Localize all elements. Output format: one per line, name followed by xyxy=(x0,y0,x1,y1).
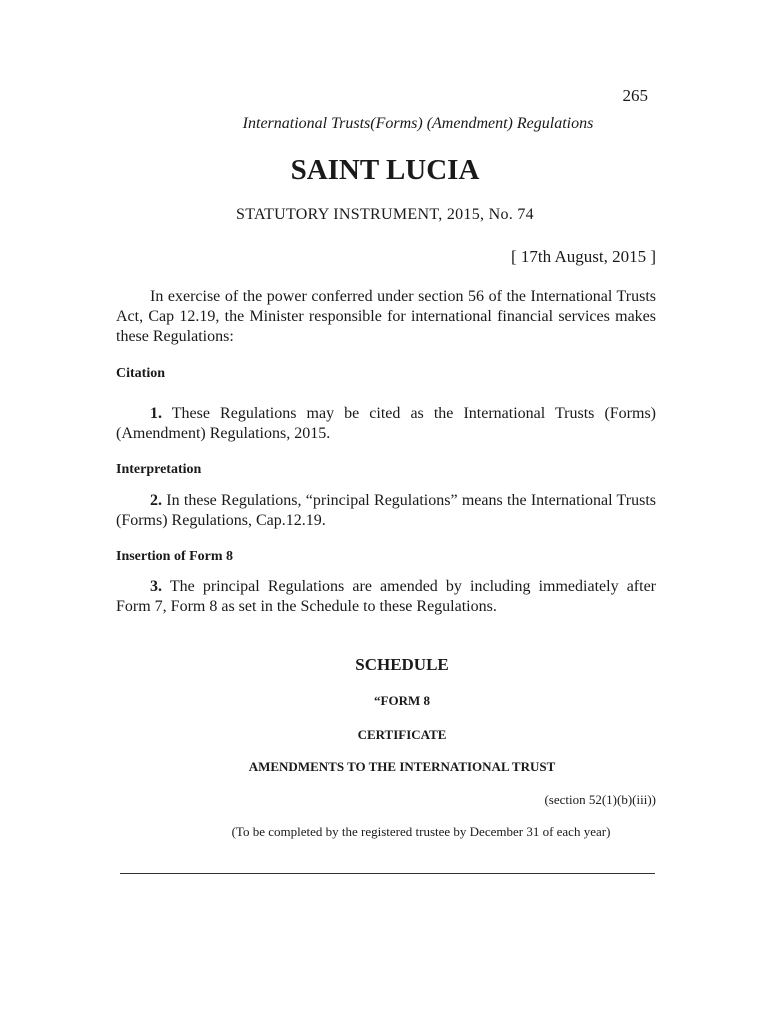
preamble: In exercise of the power conferred under section 56 of the International Trusts Act, Cap 12.19, the Minister responsible for international financial services makes these Regulations: xyxy=(116,288,656,345)
section-heading-interpretation: Interpretation xyxy=(116,462,202,477)
document-title: SAINT LUCIA xyxy=(290,154,480,186)
page-number: 265 xyxy=(622,86,648,105)
section-reference: (section 52(1)(b)(iii)) xyxy=(544,792,656,807)
section-text: In these Regulations, “principal Regulations” means the International Trusts (Forms) Regulations, Cap.12.19. xyxy=(116,492,656,529)
amendments-title: AMENDMENTS TO THE INTERNATIONAL TRUST xyxy=(248,759,556,774)
schedule-title: SCHEDULE xyxy=(355,655,449,674)
section-heading-insertion: Insertion of Form 8 xyxy=(116,549,234,564)
section-number: 3. xyxy=(150,578,162,595)
section-heading-citation: Citation xyxy=(116,366,165,381)
section-text: These Regulations may be cited as the International Trusts (Forms) (Amendment) Regulations, 2015. xyxy=(116,405,657,442)
running-header: International Trusts(Forms) (Amendment) Regulations xyxy=(242,115,594,132)
enactment-date: [ 17th August, 2015 ] xyxy=(511,247,656,266)
statutory-instrument-number: STATUTORY INSTRUMENT, 2015, No. 74 xyxy=(236,206,534,223)
section-2 xyxy=(116,491,656,531)
certificate-title: CERTIFICATE xyxy=(357,727,447,742)
section-text: The principal Regulations are amended by including immediately after Form 7, Form 8 as set in the Schedule to these Regulations. xyxy=(116,578,656,615)
divider-line xyxy=(120,873,655,874)
form-title: “FORM 8 xyxy=(374,693,430,708)
completion-instruction: (To be completed by the registered trustee by December 31 of each year) xyxy=(231,824,611,839)
section-number: 1. xyxy=(150,405,162,422)
section-3 xyxy=(116,577,656,617)
section-1 xyxy=(116,404,656,444)
section-number: 2. xyxy=(150,492,162,509)
